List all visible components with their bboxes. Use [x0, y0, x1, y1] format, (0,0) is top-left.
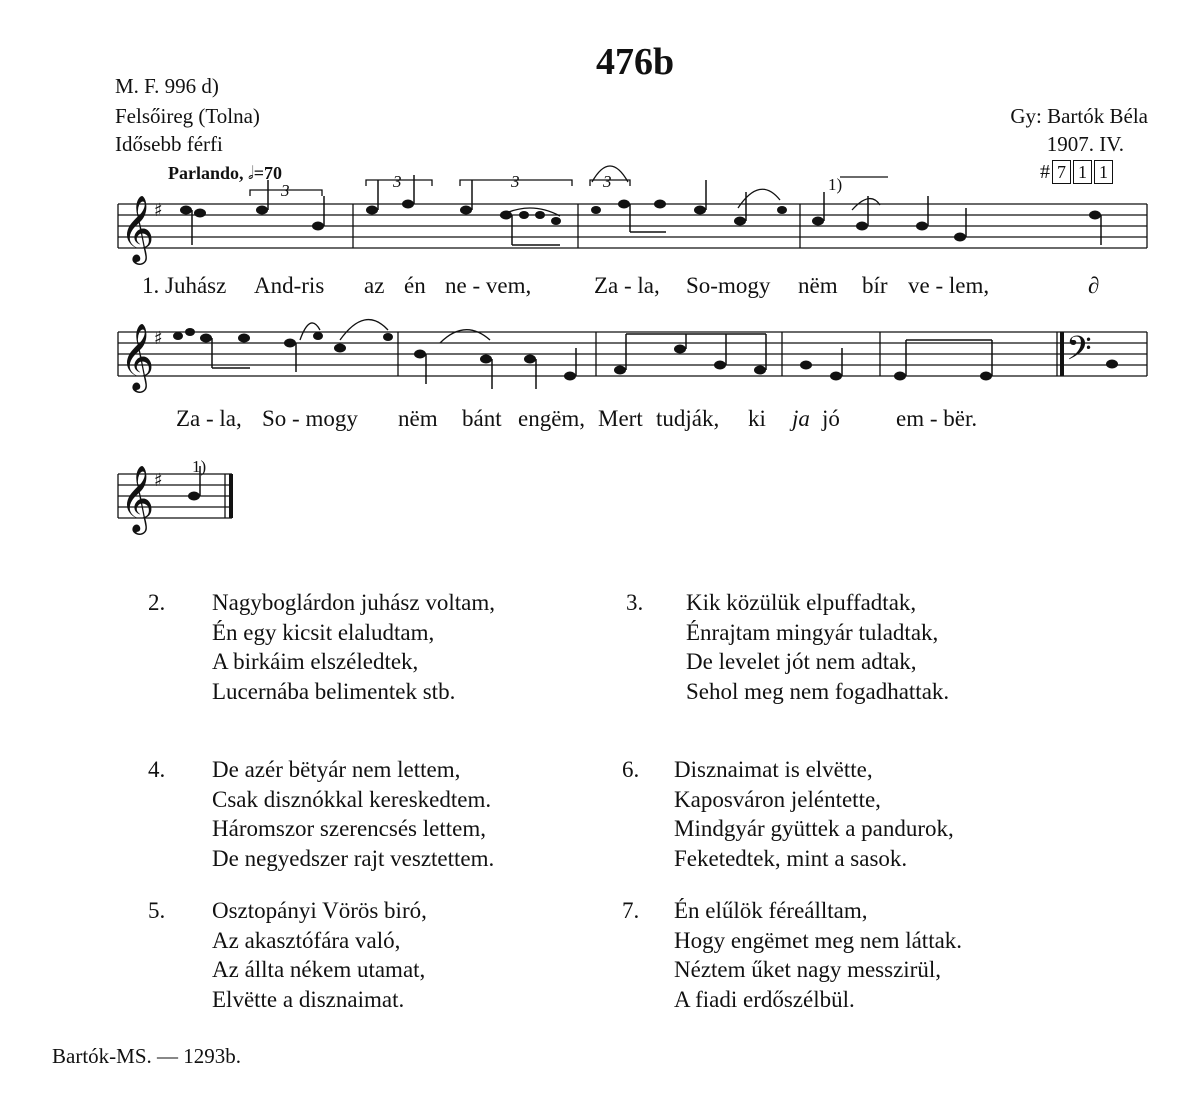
stanza-line: Az akasztófára való, [212, 927, 401, 953]
stanza-line: Háromszor szerencsés lettem, [212, 816, 486, 841]
tempo-value: =70 [253, 163, 283, 183]
stanza-line: Elvëtte a disznaimat. [212, 986, 405, 1012]
stanza-number: 4. [148, 757, 166, 782]
lyric-word: ki [748, 406, 766, 431]
sharp-icon: ♯ [154, 200, 163, 221]
slurs [300, 166, 880, 343]
stanza-line: A fiadi erdőszélbül. [674, 986, 855, 1012]
page-title: 476b [596, 41, 675, 83]
stanza-line: Énrajtam mingyár tuladtak, [686, 619, 939, 645]
lyric-word: ja [792, 406, 810, 431]
treble-clef-icon: 𝄞 [120, 322, 155, 390]
stanza-number: 2. [148, 590, 166, 615]
collector: Gy: Bartók Béla [1010, 104, 1148, 128]
lyric-word: ve - lem, [908, 273, 990, 298]
classification-box-3: 1 [1094, 160, 1113, 184]
stanza-line: Csak disznókkal kereskedtem. [212, 786, 492, 812]
lyric-word: Mert [598, 406, 643, 431]
classification-sharp: # [1040, 161, 1050, 183]
footnote-mark: 1) [828, 175, 843, 194]
stanza-line: De negyedszer rajt vesztettem. [212, 845, 495, 871]
lyric-word: bánt [462, 406, 502, 431]
lyric-word: én [404, 273, 426, 298]
stanza-number: 6. [622, 757, 640, 782]
stanza-line: Én egy kicsit elaludtam, [212, 619, 435, 645]
lyric-word: az [364, 273, 385, 298]
treble-clef-icon: 𝄞 [120, 194, 155, 262]
footnote-mark: 1) [192, 457, 207, 476]
stanza-line: Lucernába belimentek stb. [212, 678, 456, 704]
collection-number: M. F. 996 d) [115, 74, 219, 98]
lyric-word: bír [862, 273, 888, 298]
triplet-brackets [250, 177, 888, 196]
stanza-line: A birkáim elszéledtek, [212, 649, 419, 674]
stanza-number: 7. [622, 898, 640, 923]
collection-date: 1907. IV. [1046, 132, 1124, 156]
stanza-line: Néztem űket nagy messzirül, [674, 957, 941, 982]
stanza-line: De azér bëtyár nem lettem, [212, 757, 461, 782]
tempo-label: Parlando, [168, 163, 244, 183]
staff-1 [118, 204, 1147, 248]
lyric-word: nëm [398, 406, 438, 431]
singer-description: Idősebb férfi [115, 132, 223, 156]
stanza-line: Sehol meg nem fogadhattak. [686, 678, 950, 704]
manuscript-reference: Bartók-MS. — 1293b. [52, 1044, 241, 1068]
lyric-word: engëm, [518, 406, 586, 431]
stanza-line: Mindgyár gyüttek a pandurok, [674, 816, 954, 841]
sharp-icon: ♯ [154, 328, 163, 349]
lyric-word: tudják, [656, 406, 720, 431]
stanza-line: Feketedtek, mint a sasok. [674, 845, 908, 871]
stanza-number: 5. [148, 898, 166, 923]
stanza-line: Kaposváron jeléntette, [674, 786, 881, 812]
lyric-word: ne - vem, [445, 273, 532, 298]
stanza-line: De levelet jót nem adtak, [686, 649, 917, 674]
stanza-line: Nagyboglárdon juhász voltam, [212, 590, 495, 615]
lyric-word: And-ris [254, 273, 325, 298]
lyric-word: So-mogy [686, 273, 771, 298]
stanza-line: Én elűlök féreálltam, [674, 898, 868, 923]
stanza-line: Az állta nékem utamat, [212, 957, 426, 982]
lyric-word: Za - la, [176, 406, 242, 431]
stanza-line: Disznaimat is elvëtte, [674, 757, 873, 782]
bass-clef-icon: 𝄢 [1066, 330, 1092, 376]
triplet-number: 3 [393, 172, 402, 191]
stems-system-2 [212, 334, 992, 389]
stanza-line: Kik közülük elpuffadtak, [686, 590, 917, 615]
lyric-word: nëm [798, 273, 838, 298]
half-note-icon: 𝅗𝅥 [248, 163, 254, 183]
location: Felsőireg (Tolna) [115, 104, 260, 128]
treble-clef-icon: 𝄞 [120, 464, 155, 532]
triplet-number: 3 [281, 181, 290, 200]
notes-system-1 [180, 200, 1101, 242]
lyric-word: 1. Juhász [142, 273, 227, 298]
lyric-word: So - mogy [262, 406, 358, 431]
triplet-number: 3 [511, 172, 520, 191]
lyric-word: jó [822, 406, 840, 431]
triplet-number: 3 [603, 172, 612, 191]
lyric-word: em - bër. [896, 406, 978, 431]
classification-box-1: 7 [1052, 160, 1071, 184]
breath-mark: ∂ [1088, 273, 1100, 298]
lyric-word: Za - la, [594, 273, 660, 298]
sharp-icon: ♯ [154, 470, 163, 491]
stanza-line: Hogy engëmet meg nem láttak. [674, 927, 963, 953]
classification-box-2: 1 [1073, 160, 1092, 184]
stanza-line: Osztopányi Vörös biró, [212, 898, 427, 923]
stanza-number: 3. [626, 590, 644, 615]
